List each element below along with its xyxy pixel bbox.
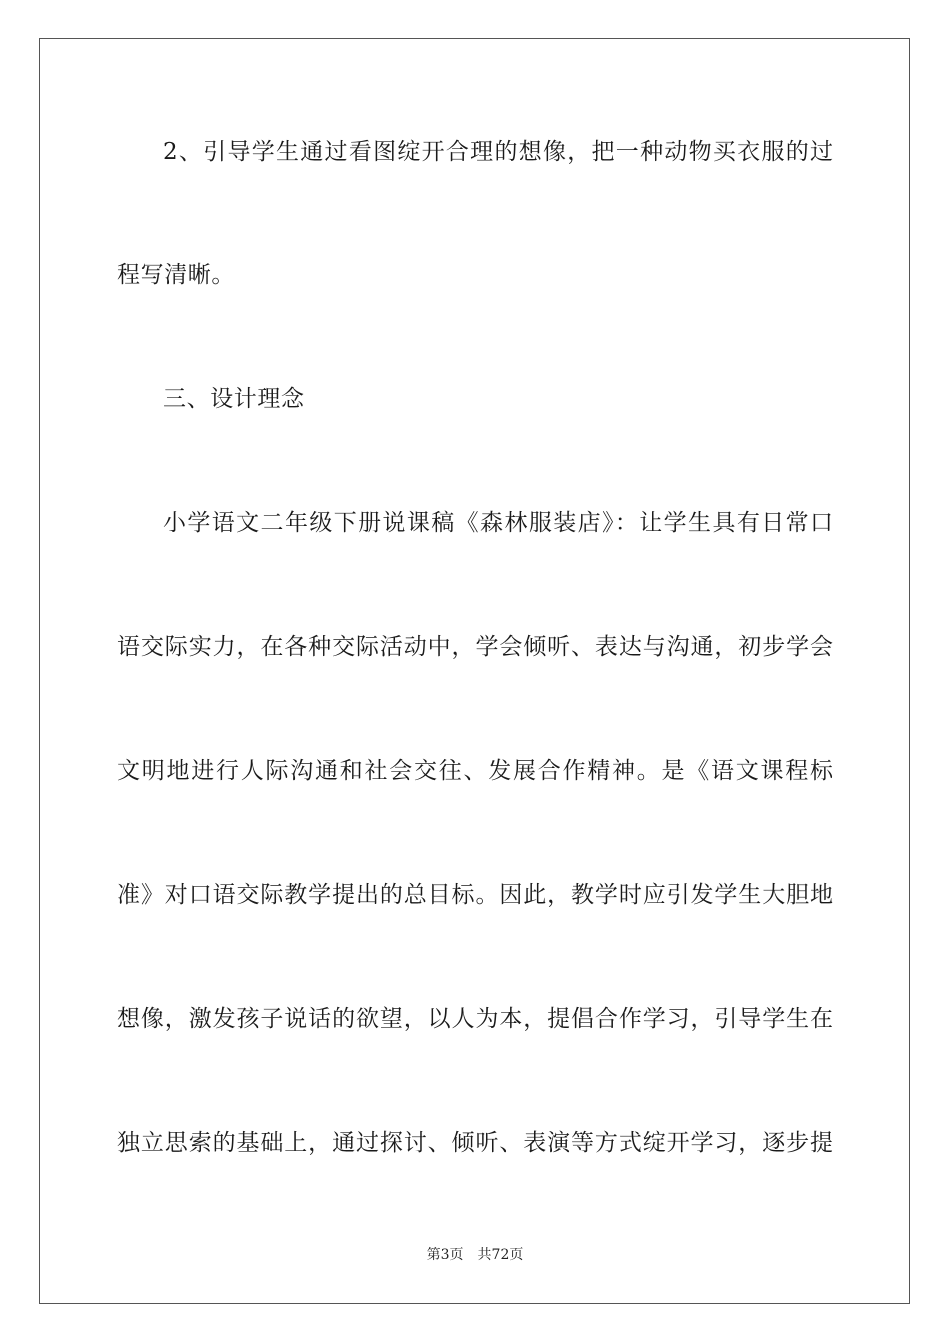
- paragraph-line-7: 想像，激发孩子说话的欲望，以人为本，提倡合作学习，引导学生在: [117, 1006, 833, 1032]
- paragraph-line-2: 程写清晰。: [117, 262, 235, 288]
- page-frame: [39, 38, 910, 1304]
- page-number: 第3页: [426, 1247, 464, 1263]
- paragraph-line-5: 文明地进行人际沟通和社会交往、发展合作精神。是《语文课程标: [117, 758, 833, 784]
- paragraph-line-4: 语交际实力，在各种交际活动中，学会倾听、表达与沟通，初步学会: [117, 634, 833, 660]
- paragraph-line-6: 准》对口语交际教学提出的总目标。因此，教学时应引发学生大胆地: [117, 882, 833, 908]
- paragraph-line-3: 小学语文二年级下册说课稿《森林服装店》：让学生具有日常口: [163, 510, 833, 536]
- paragraph-line-1: 2、引导学生通过看图绽开合理的想像，把一种动物买衣服的过: [163, 139, 833, 165]
- paragraph-line-8: 独立思索的基础上，通过探讨、倾听、表演等方式绽开学习，逐步提: [117, 1130, 833, 1156]
- section-heading: 三、设计理念: [163, 386, 305, 412]
- page-total: 共72页: [477, 1247, 524, 1263]
- page-footer: [0, 1246, 950, 1264]
